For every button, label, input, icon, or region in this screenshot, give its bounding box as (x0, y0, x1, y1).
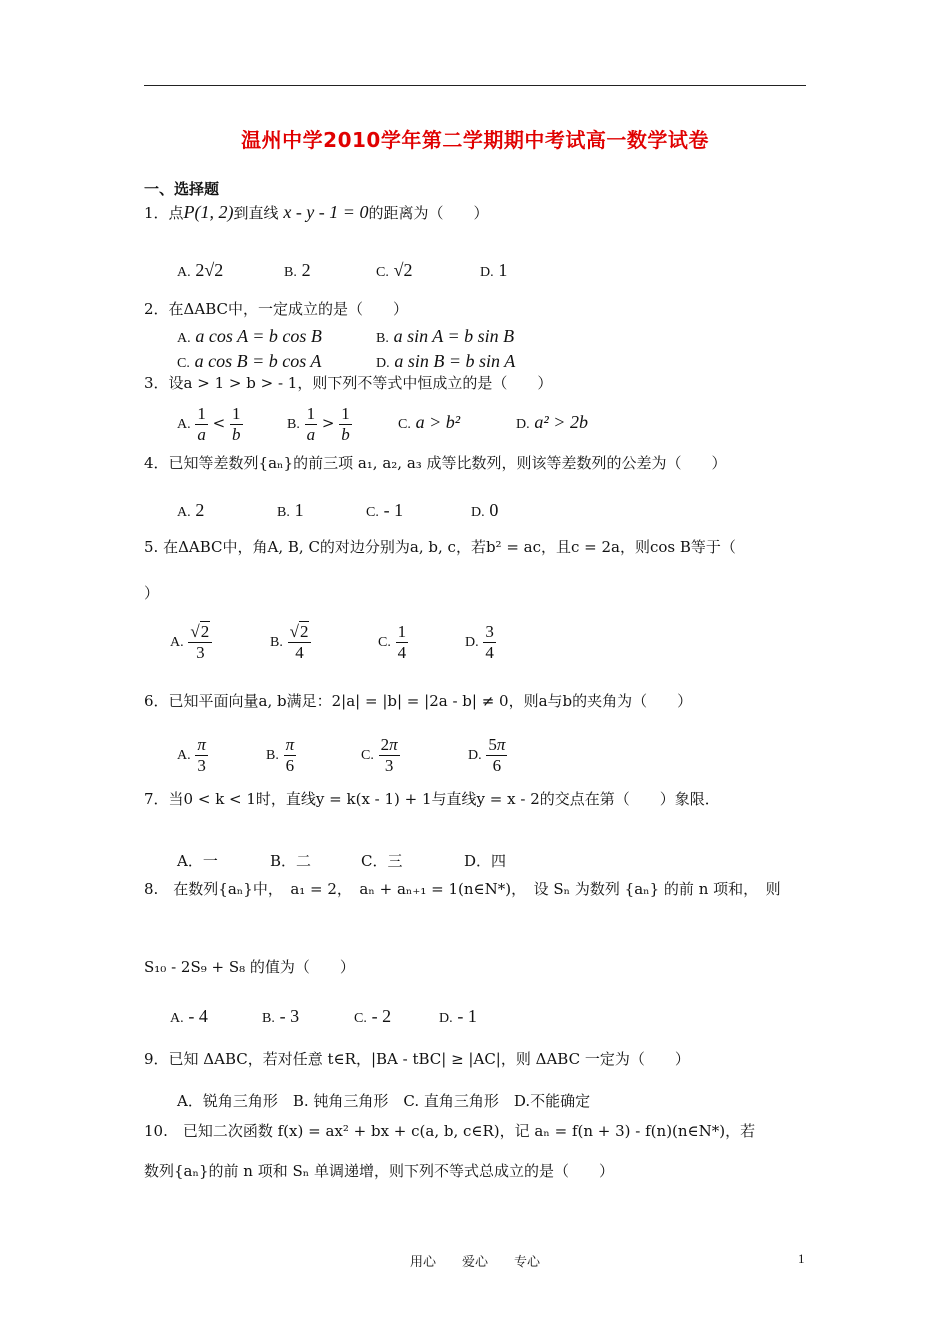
q1-option-a: A. 2√2 (177, 260, 224, 280)
q4-option-b: B. 1 (277, 500, 304, 520)
page-footer: 用心 爱心 专心 (409, 1255, 540, 1270)
q6-option-a: A. $\frac{\pi}{3}$ (177, 735, 206, 775)
q2-option-b: B. a sin A = b sin B (376, 326, 515, 346)
q5-option-d: D. $\frac{3}{4}$ (465, 622, 494, 662)
q4-option-d: D. 0 (471, 500, 499, 520)
question-10-cont: 数列{aₙ}的前 n 项和 Sₙ 单调递增，则下列不等式总成立的是（ ） (144, 1162, 615, 1180)
header-rule (144, 85, 806, 86)
q7-option-a: A．一 (177, 852, 218, 870)
question-1: 1．点P(1, 2)到直线 x - y - 1 = 0的距离为（ ） (144, 202, 489, 222)
q8-option-a: A. - 4 (170, 1006, 208, 1026)
q1-option-d: D. 1 (480, 260, 508, 280)
question-8-cont: S₁₀ - 2S₉ + S₈ 的值为（ ） (144, 958, 355, 976)
q7-option-c: C．三 (361, 852, 403, 870)
question-9-options: A．锐角三角形 B. 钝角三角形 C. 直角三角形 D.不能确定 (177, 1092, 591, 1110)
q1-option-c: C. √2 (376, 260, 413, 280)
question-9: 9．已知 ΔABC，若对任意 t∈R，|BA - tBC| ≥ |AC|，则 ΔABC 一定为（ ） (144, 1050, 690, 1068)
q6-option-d: D. $\frac{5\pi}{6}$ (468, 735, 506, 775)
question-10: 10. 已知二次函数 f(x) = ax² + bx + c(a, b, c∈R)，记 aₙ = f(n + 3) - f(n)(n∈N*)，若 (144, 1122, 756, 1140)
question-5: 5. 在ΔABC中，角A, B, C的对边分别为a, b, c，若b² = ac，且c = 2a，则cos B等于（ (144, 538, 736, 556)
q6-option-b: B. $\frac{\pi}{6}$ (266, 735, 295, 775)
q8-option-b: B. - 3 (262, 1006, 300, 1026)
q7-option-b: B．二 (270, 852, 312, 870)
q4-option-a: A. 2 (177, 500, 205, 520)
q3-option-a: A. $\frac{1}{a}$ < $\frac{1}{b}$ (177, 404, 241, 444)
q2-option-a: A. a cos A = b cos B (177, 326, 322, 346)
question-2: 2．在ΔABC中，一定成立的是（ ） (144, 300, 408, 318)
q5-option-b: B. $\frac{√2}{4}$ (270, 622, 311, 662)
page-number: 1 (798, 1251, 805, 1266)
q3-option-c: C. a > b² (398, 412, 461, 432)
q8-option-d: D. - 1 (439, 1006, 477, 1026)
q3-option-d: D. a² > 2b (516, 412, 588, 432)
page-title: 温州中学2010学年第二学期期中考试高一数学试卷 (241, 128, 709, 152)
question-8: 8. 在数列{aₙ}中， a₁ = 2， aₙ + aₙ₊₁ = 1(n∈N*)， 设 Sₙ 为数列 {aₙ} 的前 n 项和， 则 (144, 880, 781, 898)
q5-option-a: A. $\frac{√2}{3}$ (170, 622, 212, 662)
question-3: 3．设a > 1 > b > - 1，则下列不等式中恒成立的是（ ） (144, 374, 553, 392)
question-7: 7．当0 < k < 1时，直线y = k(x - 1) + 1与直线y = x - 2的交点在第（ ）象限． (144, 790, 720, 808)
q4-option-c: C. - 1 (366, 500, 404, 520)
q5-option-c: C. $\frac{1}{4}$ (378, 622, 407, 662)
question-6: 6．已知平面向量a, b满足：2|a| = |b| = |2a - b| ≠ 0，则a与b的夹角为（ ） (144, 692, 693, 710)
question-4: 4．已知等差数列{aₙ}的前三项 a₁, a₂, a₃ 成等比数列，则该等差数列的公差为（ ） (144, 454, 727, 472)
q3-option-b: B. $\frac{1}{a}$ > $\frac{1}{b}$ (287, 404, 350, 444)
q1-option-b: B. 2 (284, 260, 311, 280)
q2-option-d: D. a sin B = b sin A (376, 351, 516, 371)
q7-option-d: D．四 (464, 852, 507, 870)
section-heading: 一、选择题 (144, 180, 220, 198)
q8-option-c: C. - 2 (354, 1006, 392, 1026)
q6-option-c: C. $\frac{2\pi}{3}$ (361, 735, 398, 775)
question-5-close: ） (144, 584, 160, 602)
q2-option-c: C. a cos B = b cos A (177, 351, 322, 371)
